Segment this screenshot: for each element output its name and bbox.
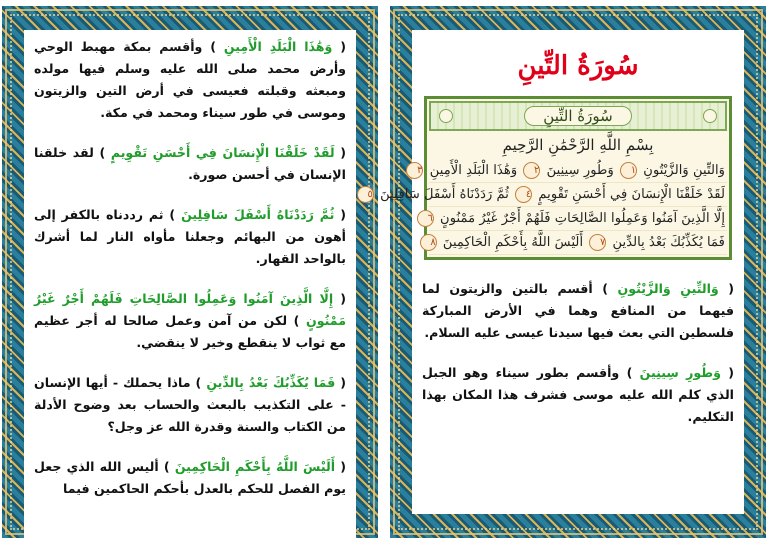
header-medallion-icon [703,109,717,123]
verse-text: ثُمَّ رَدَدْنَاهُ أَسْفَلَ سَافِلِينَ [181,207,335,222]
ayah-text: وَالتِّينِ وَالزَّيْتُونِ [643,163,725,178]
mushaf-surah-name: سُورَةُ التِّينِ [524,106,631,126]
mushaf-panel [367,96,732,260]
ayah-number-marker: ٨ [420,234,437,251]
ayah-number-marker: ٣ [406,162,423,179]
left-page [2,6,378,538]
tafsir-paragraph: ( إِلَّا الَّذِينَ آمَنُوا وَعَمِلُوا الصَّالِحَاتِ فَلَهُمْ أَجْرٌ غَيْرُ مَمْنُونٍ ) لكن من آمن وعمل صالحا له أجر عظيم مع ثواب لا ينقطع وخير لا ينقضي. [34,291,347,350]
ayah-text: إِلَّا الَّذِينَ آمَنُوا وَعَمِلُوا الصَّالِحَاتِ فَلَهُمْ أَجْرٌ غَيْرُ مَمْنُونٍ [440,211,725,226]
ayah-number-marker: ٧ [589,234,606,251]
ayah-number-marker: ٤ [515,186,532,203]
tafsir-paragraph: ( لَقَدْ خَلَقْنَا الْإِنسَانَ فِي أَحْسَنِ تَقْوِيمٍ ) لقد خلقنا الإنسان في أحسن صورة. [34,145,347,182]
tafsir-text: وأقسم بمكة مهبط الوحي وأرض محمد صلى الله عليه وسلم فيها مولده ومبعثه وقبلته فعيسى في أرض التين والزيتون وموسى في طور سيناء ومحمد في مكة. [34,39,346,120]
ayah-number-marker: ١ [620,162,637,179]
right-page-content [367,30,744,514]
ayah-text: لَقَدْ خَلَقْنَا الْإِنسَانَ فِي أَحْسَنِ تَقْوِيمٍ [538,187,725,202]
ayah-text: ثُمَّ رَدَدْنَاهُ أَسْفَلَ سَافِلِينَ [380,187,509,202]
right-page [367,6,766,538]
tafsir-paragraph: ( فَمَا يُكَذِّبُكَ بَعْدُ بِالدِّينِ ) ماذا يحملك - أيها الإنسان - على التكذيب بالبعث والحساب بعد وضوح الأدلة من الكتاب والسنة وقدرة الله عز وجل؟ [34,375,346,434]
ayah-text: أَلَيْسَ اللَّهُ بِأَحْكَمِ الْحَاكِمِينَ [442,235,584,250]
tafsir-paragraph: ( وَهَٰذَا الْبَلَدِ الْأَمِينِ ) وأقسم بمكة مهبط الوحي وأرض محمد صلى الله عليه وسلم فيها مولده ومبعثه وقبلته فعيسى في أرض التين والزيتون وموسى في طور سيناء ومحمد في مكة. [34,39,346,120]
tafsir-text: لكن من آمن وعمل صالحا له أجر عظيم مع ثواب لا ينقطع وخير لا ينقضي. [34,313,346,350]
tafsir-text: أقسم بالتين والزيتون لما فيهما من المنافع وهما في الأرض المباركة فلسطين التي بعث فيها سيدنا عيسى عليه السلام. [422,281,734,340]
ayah-number-marker: ٦ [417,210,434,227]
tafsir-paragraph: ( أَلَيْسَ اللَّهُ بِأَحْكَمِ الْحَاكِمِينَ ) أليس الله الذي جعل يوم الفصل للحكم بالعدل بأحكم الحاكمين فيما [34,459,346,496]
ayah-number-marker: ٥ [357,186,374,203]
tafsir-paragraph: ( ثُمَّ رَدَدْنَاهُ أَسْفَلَ سَافِلِينَ ) ثم رددناه بالكفر إلى أهون من البهائم وجعلنا مأواه النار لما أشرك بالواحد القهار. [34,207,347,266]
tafsir-text: ثم رددناه بالكفر إلى أهون من البهائم وجعلنا مأواه النار لما أشرك بالواحد القهار. [34,207,346,266]
verse-text: وَطُورِ سِينِينَ [639,365,721,380]
surah-title: سُورَةُ التِّينِ [517,51,639,81]
ayah-line [429,207,727,231]
tafsir-text: أليس الله الذي جعل يوم الفصل للحكم بالعدل بأحكم الحاكمين فيما [34,459,346,496]
header-medallion-icon [439,109,453,123]
verse-text: وَهَٰذَا الْبَلَدِ الْأَمِينِ [223,39,333,54]
verse-text: إِلَّا الَّذِينَ آمَنُوا وَعَمِلُوا الصَّالِحَاتِ فَلَهُمْ أَجْرٌ غَيْرُ مَمْنُونٍ [34,291,346,328]
tafsir-text: لقد خلقنا الإنسان في أحسن صورة. [34,145,346,182]
ayah-text: فَمَا يُكَذِّبُكَ بَعْدُ بِالدِّينِ [612,235,725,250]
ayah-line [367,183,727,207]
tafsir-paragraph: ( وَطُورِ سِينِينَ ) وأقسم بطور سيناء وهو الجبل الذي كلم الله عليه موسى فشرف هذا المكان بهذا التكليم. [422,365,735,424]
ayah-line [417,159,727,183]
verse-text: وَالتِّينِ وَالزَّيْتُونِ [617,281,719,296]
tafsir-text: وأقسم بطور سيناء وهو الجبل الذي كلم الله عليه موسى فشرف هذا المكان بهذا التكليم. [422,365,734,424]
tafsir-text: ماذا يحملك - أيها الإنسان - على التكذيب بالبعث والحساب بعد وضوح الأدلة من الكتاب والسنة وقدرة الله عز وجل؟ [34,375,346,434]
mushaf-header [429,101,727,131]
left-page-content [24,30,356,538]
tafsir-paragraph: ( وَالتِّينِ وَالزَّيْتُونِ ) أقسم بالتين والزيتون لما فيهما من المنافع وهما في الأرض المباركة فلسطين التي بعث فيها سيدنا عيسى عليه السلام. [422,281,734,340]
verse-text: فَمَا يُكَذِّبُكَ بَعْدُ بِالدِّينِ [206,375,336,390]
ayah-text: وَطُورِ سِينِينَ [546,163,614,178]
verse-text: لَقَدْ خَلَقْنَا الْإِنسَانَ فِي أَحْسَنِ تَقْوِيمٍ [110,145,335,160]
ayah-number-marker: ٢ [523,162,540,179]
basmala: بِسْمِ اللَّهِ الرَّحْمَٰنِ الرَّحِيمِ [502,136,654,154]
verse-text: أَلَيْسَ اللَّهُ بِأَحْكَمِ الْحَاكِمِينَ [174,459,336,474]
ayah-line [429,231,727,255]
ayah-text: وَهَٰذَا الْبَلَدِ الْأَمِينِ [429,163,518,178]
